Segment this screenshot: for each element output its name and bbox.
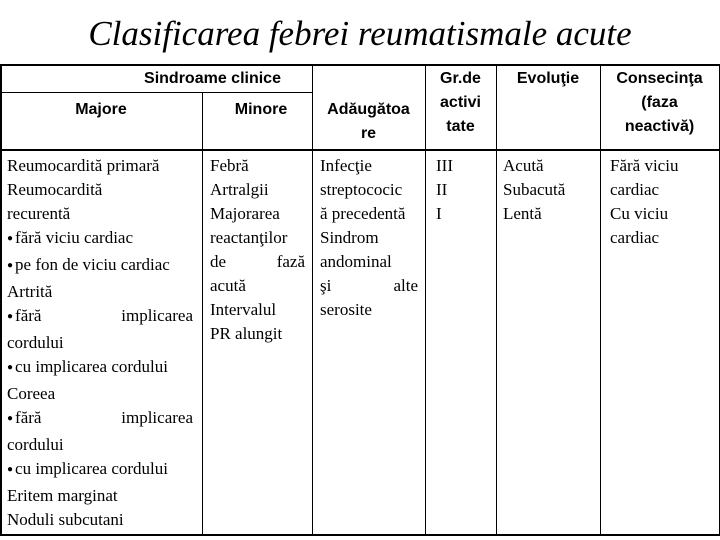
list-item: PR alungit — [210, 324, 283, 343]
list-item: recurentă — [7, 204, 71, 223]
list-item: Sindrom — [320, 228, 379, 247]
header-consecinta-line2: (faza — [641, 94, 678, 111]
header-grad-line2: activi — [440, 94, 481, 111]
list-item: Lentă — [503, 204, 542, 223]
list-item: ● fără viciu cardiac — [7, 226, 193, 253]
list-item: II — [436, 180, 448, 199]
list-item: Eritem marginat — [7, 486, 118, 505]
list-item: Reumocardită — [7, 180, 103, 199]
bullet-icon — [7, 255, 15, 274]
bullet-icon — [7, 408, 15, 427]
list-item: Acută — [503, 156, 544, 175]
list-item: cordului — [7, 333, 64, 352]
header-majore: Majore — [75, 101, 127, 118]
list-item: ● fără implicarea — [7, 304, 193, 331]
list-item: acută — [210, 276, 246, 295]
list-item: Artrită — [7, 282, 53, 301]
list-item: serosite — [320, 300, 372, 319]
list-item: andominal — [320, 252, 392, 271]
header-minore: Minore — [234, 101, 288, 118]
header-sindroame-clinice: Sindroame clinice — [144, 70, 281, 87]
list-item: cardiac — [610, 180, 660, 199]
bullet-icon — [7, 228, 15, 247]
list-item: Subacută — [503, 180, 566, 199]
list-item: ● pe fon de viciu cardiac — [7, 253, 193, 280]
divider — [0, 149, 719, 151]
list-item: ● fără implicarea — [7, 406, 193, 433]
header-consecinta-line1: Consecinţa — [616, 70, 703, 87]
list-item: Febră — [210, 156, 249, 175]
bullet-icon — [7, 459, 15, 478]
adaugatoare-cell — [320, 154, 418, 322]
list-item: Intervalul — [210, 300, 277, 319]
list-item: şi alte — [320, 276, 418, 295]
list-item: Cu viciu — [610, 204, 669, 223]
list-item: reactanţilor — [210, 228, 288, 247]
list-item: Coreea — [7, 384, 56, 403]
page-title: Clasificarea febrei reumatismale acute — [88, 14, 632, 53]
list-item: de fază — [210, 252, 305, 271]
list-item: ● cu implicarea cordului — [7, 457, 193, 484]
header-evolutie: Evoluţie — [516, 70, 580, 87]
divider — [202, 92, 203, 534]
list-item: ● cu implicarea cordului — [7, 355, 193, 382]
list-item: Reumocardită primară — [7, 156, 160, 175]
header-grad-line1: Gr.de — [440, 70, 481, 87]
bullet-icon — [7, 357, 15, 376]
classification-table — [0, 64, 719, 534]
list-item: streptococic — [320, 180, 403, 199]
list-item: ă precedentă — [320, 204, 406, 223]
list-item: cordului — [7, 435, 64, 454]
header-adaugatoare-line2: re — [360, 125, 377, 142]
list-item: Fără viciu — [610, 156, 679, 175]
list-item: III — [436, 156, 453, 175]
divider — [496, 64, 497, 534]
bullet-icon — [7, 306, 15, 325]
minore-cell — [210, 154, 305, 346]
list-item: Noduli subcutani — [7, 510, 124, 529]
list-item: Majorarea — [210, 204, 280, 223]
list-item: cardiac — [610, 228, 660, 247]
list-item: Infecţie — [320, 156, 372, 175]
evolutie-cell — [503, 154, 595, 226]
list-item: I — [436, 204, 442, 223]
list-item: Artralgii — [210, 180, 269, 199]
divider — [0, 92, 312, 93]
header-grad-line3: tate — [446, 118, 475, 135]
majore-cell — [7, 154, 193, 532]
header-adaugatoare-line1: Adăugătoa — [327, 101, 410, 118]
header-consecinta-line3: neactivă) — [624, 118, 695, 135]
consecinta-cell — [610, 154, 715, 250]
grad-activitate-cell — [436, 154, 491, 226]
